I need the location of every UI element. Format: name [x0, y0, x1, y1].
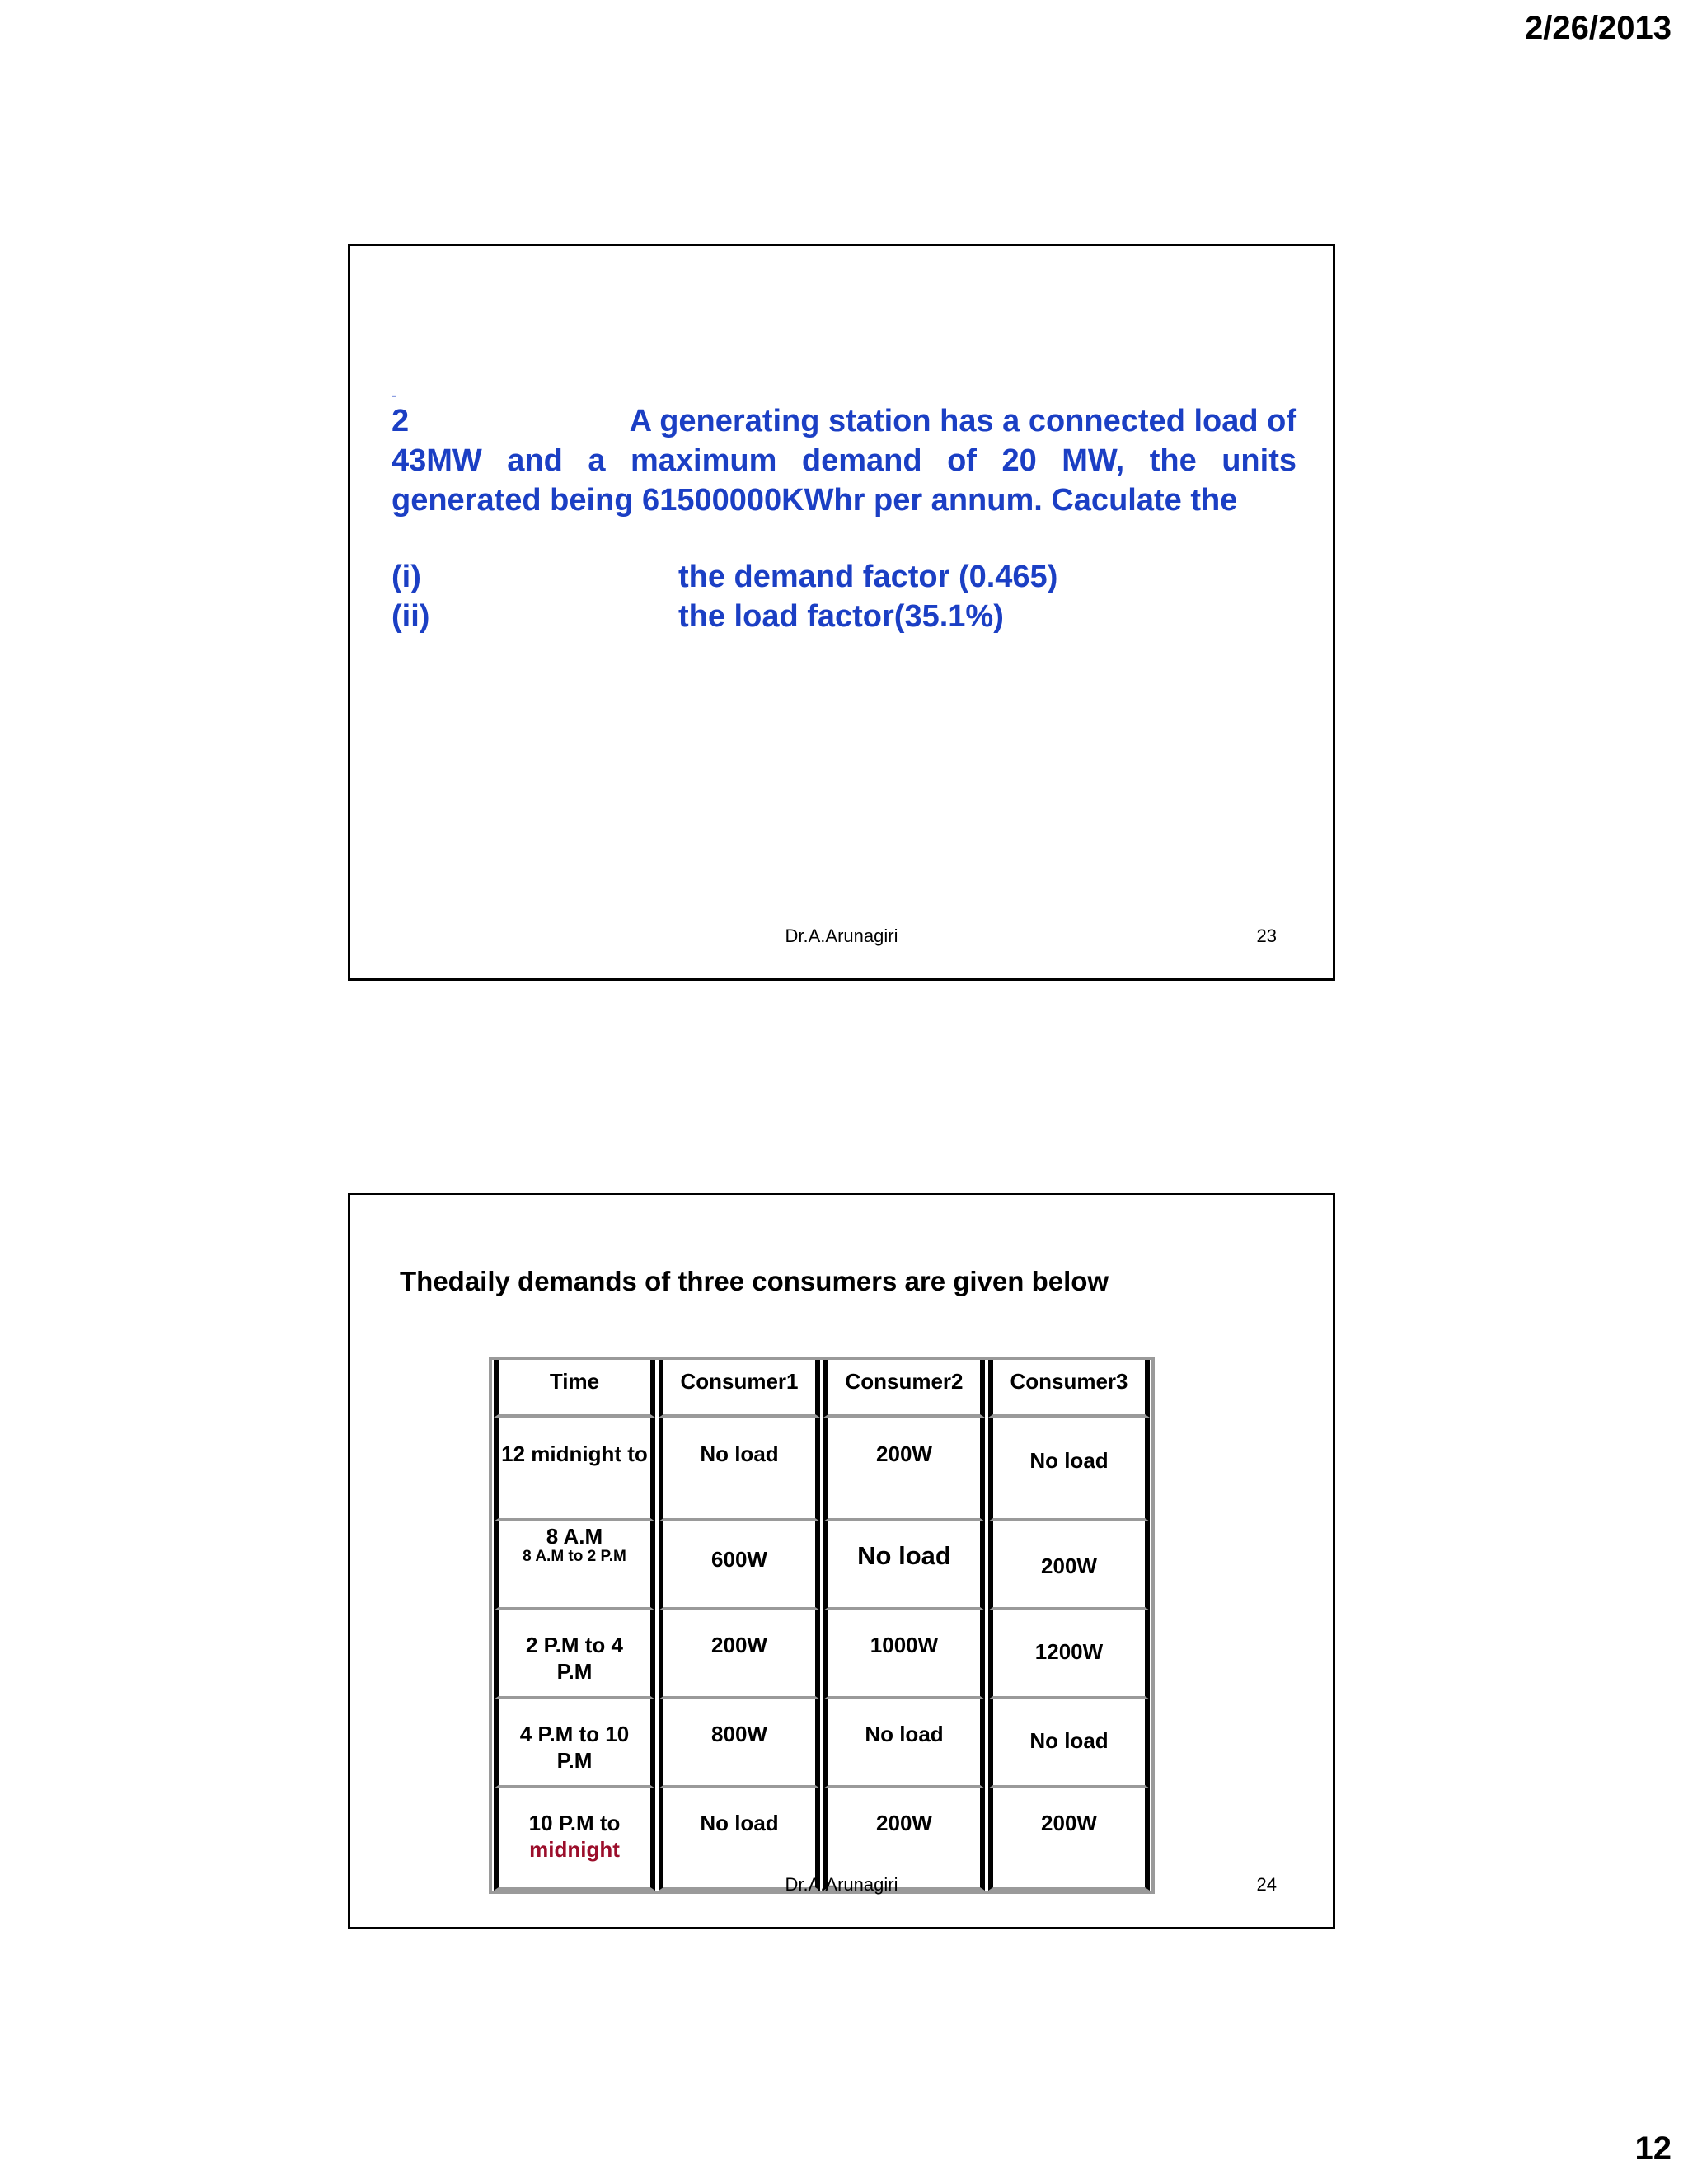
- table-cell-c2: No load: [823, 1699, 985, 1788]
- slide-footer-number: 23: [1256, 926, 1277, 946]
- page-date: 2/26/2013: [1525, 10, 1672, 46]
- table-cell-c2: 200W: [823, 1418, 985, 1521]
- table-header-consumer1: Consumer1: [659, 1360, 820, 1418]
- slide-footer-author: Dr.A.Arunagiri: [785, 1874, 898, 1895]
- slide-footer-number: 24: [1256, 1874, 1277, 1895]
- table-cell-c3: No load: [988, 1699, 1150, 1788]
- slide-24: [348, 1193, 1335, 1929]
- question-rest: 43MW and a maximum demand of 20 MW, the units generated being 61500000KWhr per annum. Caculate the: [392, 443, 1296, 518]
- page-number: 12: [1634, 2130, 1672, 2167]
- bullet-dash: -: [392, 387, 397, 405]
- table-cell-c3: No load: [988, 1418, 1150, 1521]
- table-cell-c3: 1200W: [988, 1610, 1150, 1699]
- sub-item-roman: (ii): [392, 599, 430, 634]
- table-cell-c2: No load: [823, 1521, 985, 1610]
- table-cell-time: 2 P.M to 4 P.M: [494, 1610, 655, 1699]
- slide-footer-author: Dr.A.Arunagiri: [785, 926, 898, 946]
- table-cell-time-small: 8 A.M to 2 P.M: [523, 1548, 626, 1565]
- sub-item-text: the demand factor (0.465): [678, 560, 1058, 594]
- table-header-consumer2: Consumer2: [823, 1360, 985, 1418]
- table-cell-time-red: midnight: [529, 1837, 620, 1862]
- table-cell-time: 4 P.M to 10 P.M: [494, 1699, 655, 1788]
- table-cell-c1: 800W: [659, 1699, 820, 1788]
- table-cell-c3: 200W: [988, 1521, 1150, 1610]
- table-cell-c1: 200W: [659, 1610, 820, 1699]
- question-text: [392, 401, 1296, 520]
- demand-table: [489, 1357, 1155, 1894]
- slide-23: [348, 244, 1335, 981]
- slide-heading: Thedaily demands of three consumers are given below: [400, 1266, 1109, 1296]
- table-cell-c2: 200W: [823, 1788, 985, 1891]
- sub-item-roman: (i): [392, 560, 421, 594]
- table-cell-c1: No load: [659, 1418, 820, 1521]
- table-cell-time: 12 midnight to: [494, 1418, 655, 1521]
- table-header-time: Time: [494, 1360, 655, 1418]
- table-cell-c2: 1000W: [823, 1610, 985, 1699]
- question-number: 2: [392, 404, 410, 438]
- sub-item-text: the load factor(35.1%): [678, 599, 1004, 634]
- table-cell-time: 8 A.M 8 A.M to 2 P.M: [494, 1521, 655, 1610]
- question-line1: A generating station has a connected load of: [629, 404, 1296, 438]
- table-cell-time: 10 P.M to midnight: [494, 1788, 655, 1891]
- table-cell-c1: 600W: [659, 1521, 820, 1610]
- table-header-consumer3: Consumer3: [988, 1360, 1150, 1418]
- table-cell-c1: No load: [659, 1788, 820, 1891]
- table-cell-c3: 200W: [988, 1788, 1150, 1891]
